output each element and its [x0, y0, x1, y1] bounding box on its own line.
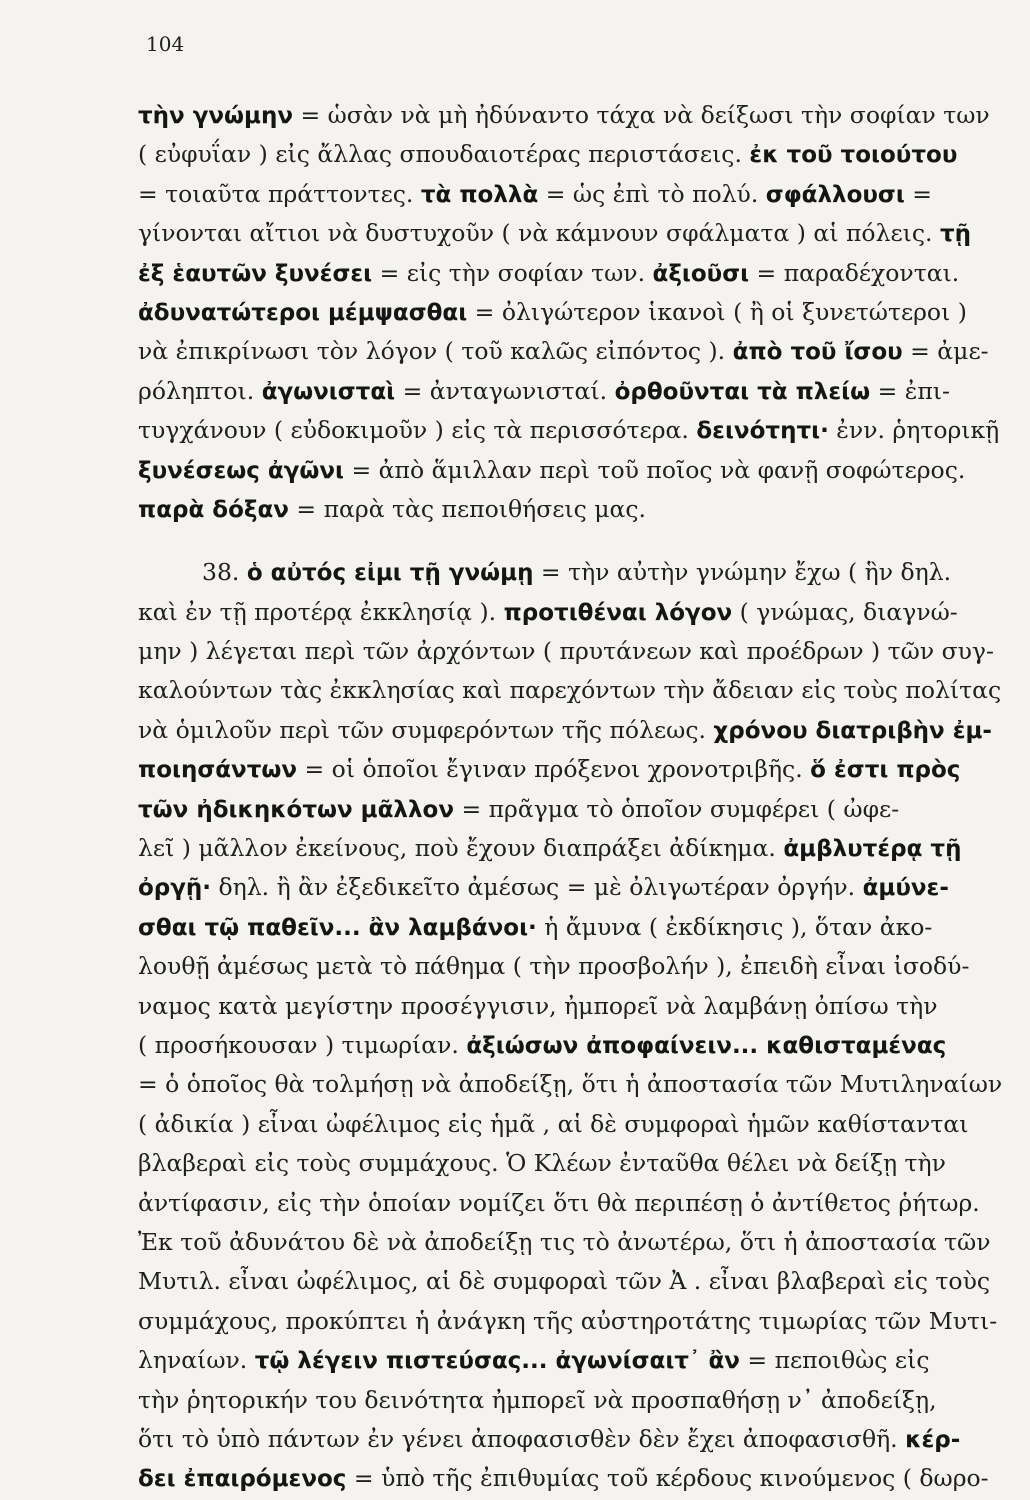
gloss-text: Μυτιλ. εἶναι ὠφέλιμος, αἱ δὲ συμφοραὶ τῶν Ἀ . εἶναι βλαβεραὶ εἰς τοὺς: [138, 1267, 991, 1296]
gloss-text: ρόληπτοι.: [138, 376, 262, 405]
bold-term: σθαι τῷ παθεῖν... ἂν λαμβάνοι·: [138, 914, 537, 941]
text-line: [138, 1026, 1018, 1065]
page-number: 104: [146, 32, 185, 56]
gloss-text: τυγχάνουν ( εὐδοκιμοῦν ) εἰς τὰ περισσότερα.: [138, 416, 697, 445]
text-line: [138, 96, 1018, 135]
gloss-text: ληναίων.: [138, 1346, 255, 1375]
page-body: [138, 96, 1018, 1499]
text-line: [138, 451, 1018, 490]
gloss-text: = εἰς τὴν σοφίαν των.: [372, 258, 653, 287]
gloss-text: δηλ. ἢ ἂν ἐξεδικεῖτο ἀμέσως = μὲ ὀλιγωτέραν ὀργήν.: [211, 873, 863, 902]
gloss-text: = παραδέχονται.: [749, 258, 960, 287]
text-line: [138, 593, 1018, 632]
gloss-text: ἀντίφασιν, εἰς τὴν ὁποίαν νομίζει ὅτι θὰ περιπέσῃ ὁ ἀντίθετος ῥήτωρ.: [138, 1188, 980, 1217]
text-line: [138, 1065, 1018, 1104]
bold-term: χρόνου διατριβὴν ἐμ-: [713, 717, 992, 744]
gloss-text: = ὡσὰν νὰ μὴ ἠδύναντο τάχα νὰ δείξωσι τὴν σοφίαν των: [293, 101, 990, 129]
paragraph-2: [138, 553, 1018, 1498]
gloss-text: βλαβεραὶ εἰς τοὺς συμμάχους. Ὁ Κλέων ἐνταῦθα θέλει νὰ δείξῃ τὴν: [138, 1149, 946, 1178]
gloss-text: ναμος κατὰ μεγίστην προσέγγισιν, ἠμπορεῖ νὰ λαμβάνῃ ὀπίσω τὴν: [138, 991, 938, 1020]
bold-term: τῶν ἠδικηκότων μᾶλλον: [138, 796, 454, 823]
gloss-text: = παρὰ τὰς πεποιθήσεις μας.: [288, 494, 647, 523]
text-line: [138, 293, 1018, 332]
text-line: [138, 1302, 1018, 1341]
text-line: [138, 790, 1018, 829]
text-line: [138, 908, 1018, 947]
gloss-text: ( ἀδικία ) εἶναι ὠφέλιμος εἰς ἡμᾶ , αἱ δὲ συμφοραὶ ἡμῶν καθίστανται: [138, 1109, 969, 1138]
bold-term: ὅ ἐστι πρὸς: [810, 757, 961, 784]
bold-term: ξυνέσεως ἀγῶνι: [138, 457, 345, 484]
text-line: [138, 411, 1018, 450]
text-line: [138, 175, 1018, 214]
text-line: [138, 829, 1018, 868]
gloss-text: μην ) λέγεται περὶ τῶν ἀρχόντων ( πρυτάνεων καὶ προέδρων ) τῶν συγ-: [138, 637, 994, 666]
gloss-text: ( εὐφυΐαν ) εἰς ἄλλας σπουδαιοτέρας περιστάσεις.: [138, 140, 750, 169]
gloss-text: = οἱ ὁποῖοι ἔγιναν πρόξενοι χρονοτριβῆς.: [297, 755, 811, 784]
gloss-text: ἡ ἄμυνα ( ἐκδίκησις ), ὅταν ἀκο-: [536, 912, 933, 941]
text-line: [138, 214, 1018, 253]
gloss-text: συμμάχους, προκύπτει ἡ ἀνάγκη τῆς αὐστηροτάτης τιμωρίας τῶν Μυτι-: [138, 1306, 998, 1335]
text-line: [138, 332, 1018, 371]
bold-term: ὀργῇ·: [138, 875, 212, 902]
text-line: [138, 868, 1018, 907]
text-line: [138, 711, 1018, 750]
bold-term: ἀγωνισταὶ: [261, 378, 396, 405]
gloss-text: 38.: [202, 558, 247, 587]
bold-term: ἀδυνατώτεροι μέμψασθαι: [138, 299, 468, 326]
text-line: [138, 1184, 1018, 1223]
bold-term: δει ἐπαιρόμενος: [138, 1466, 347, 1493]
gloss-text: = ἀπὸ ἅμιλλαν περὶ τοῦ ποῖος νὰ φανῇ σοφώτερος.: [344, 455, 966, 484]
bold-term: προτιθέναι λόγον: [503, 599, 733, 626]
gloss-text: = πρᾶγμα τὸ ὁποῖον συμφέρει ( ὠφε-: [453, 794, 900, 823]
gloss-text: = ὑπὸ τῆς ἐπιθυμίας τοῦ κέρδους κινούμενος ( δωρο-: [346, 1464, 989, 1493]
paragraph-1: [138, 96, 1018, 529]
gloss-text: = τοιαῦτα πράττοντες.: [138, 179, 421, 208]
text-line: [138, 1341, 1018, 1380]
bold-term: παρὰ δόξαν: [138, 496, 289, 523]
gloss-text: = τὴν αὐτὴν γνώμην ἔχω ( ἣν δηλ.: [533, 558, 952, 587]
gloss-text: καὶ ἐν τῇ προτέρᾳ ἐκκλησίᾳ ).: [138, 597, 504, 626]
gloss-text: λεῖ ) μᾶλλον ἐκείνους, ποὺ ἔχουν διαπράξει ἀδίκημα.: [138, 834, 784, 863]
text-line: [138, 1223, 1018, 1262]
text-line: [138, 1420, 1018, 1459]
bold-term: ἀπὸ τοῦ ἴσου: [732, 339, 903, 366]
gloss-text: = ὀλιγώτερον ἱκανοὶ ( ἢ οἱ ξυνετώτεροι ): [467, 297, 967, 326]
text-line: [138, 372, 1018, 411]
text-line: [138, 1105, 1018, 1144]
text-line: [138, 254, 1018, 293]
text-line: [138, 553, 1018, 592]
paragraph-gap: [138, 529, 1018, 553]
text-line: [138, 750, 1018, 789]
text-line: [138, 1262, 1018, 1301]
gloss-text: νὰ ὁμιλοῦν περὶ τῶν συμφερόντων τῆς πόλεως.: [138, 715, 714, 744]
bold-term: τῇ: [939, 221, 972, 248]
text-line: [138, 987, 1018, 1026]
text-line: [138, 671, 1018, 710]
gloss-text: = ἀμε-: [902, 337, 989, 366]
gloss-text: ( γνώμας, διαγνώ-: [732, 597, 958, 626]
bold-term: ἀξιώσων ἀποφαίνειν... καθισταμένας: [466, 1032, 947, 1059]
text-line: [138, 632, 1018, 671]
gloss-text: γίνονται αἴτιοι νὰ δυστυχοῦν ( νὰ κάμνουν σφάλματα ) αἱ πόλεις.: [138, 219, 940, 248]
text-line: [138, 135, 1018, 174]
text-line: [138, 1381, 1018, 1420]
bold-term: κέρ-: [905, 1426, 961, 1453]
gloss-text: =: [904, 179, 932, 208]
gloss-text: = πεποιθὼς εἰς: [739, 1346, 930, 1375]
text-line: [138, 490, 1018, 529]
bold-term: δεινότητι·: [696, 418, 829, 445]
bold-term: ἐξ ἑαυτῶν ξυνέσει: [138, 260, 373, 287]
bold-term: τὰ πολλὰ: [420, 181, 539, 208]
gloss-text: τὴν ῥητορικήν του δεινότητα ἠμπορεῖ νὰ προσπαθήσῃ ν᾽ ἀποδείξῃ,: [138, 1385, 937, 1414]
gloss-text: λουθῇ ἀμέσως μετὰ τὸ πάθημα ( τὴν προσβολήν ), ἐπειδὴ εἶναι ἰσοδύ-: [138, 952, 970, 981]
gloss-text: = ὡς ἐπὶ τὸ πολύ.: [538, 179, 766, 208]
bold-term: ἐκ τοῦ τοιούτου: [749, 142, 958, 169]
gloss-text: Ἐκ τοῦ ἀδυνάτου δὲ νὰ ἀποδείξῃ τις τὸ ἀνωτέρω, ὅτι ἡ ἀποστασία τῶν: [138, 1227, 991, 1256]
gloss-text: ἐνν. ῥητορικῇ: [828, 416, 1000, 445]
gloss-text: ( προσήκουσαν ) τιμωρίαν.: [138, 1030, 467, 1059]
gloss-text: = ὁ ὁποῖος θὰ τολμήσῃ νὰ ἀποδείξῃ, ὅτι ἡ ἀποστασία τῶν Μυτιληναίων: [138, 1070, 1003, 1099]
gloss-text: καλούντων τὰς ἐκκλησίας καὶ παρεχόντων τὴν ἄδειαν εἰς τοὺς πολίτας: [138, 676, 1002, 705]
text-line: [138, 1459, 1018, 1498]
bold-term: τὴν γνώμην: [138, 103, 294, 129]
bold-term: ποιησάντων: [138, 757, 298, 784]
bold-term: τῷ λέγειν πιστεύσας... ἀγωνίσαιτ᾽ ἂν: [254, 1348, 740, 1375]
bold-term: ἀμβλυτέρᾳ τῇ: [783, 836, 962, 863]
text-line: [138, 947, 1018, 986]
bold-term: ἀξιοῦσι: [652, 260, 750, 287]
gloss-text: νὰ ἐπικρίνωσι τὸν λόγον ( τοῦ καλῶς εἰπόντος ).: [138, 337, 733, 366]
bold-term: σφάλλουσι: [765, 181, 905, 208]
bold-term: ὀρθοῦνται τὰ πλείω: [614, 378, 871, 405]
gloss-text: ὅτι τὸ ὑπὸ πάντων ἐν γένει ἀποφασισθὲν δὲν ἔχει ἀποφασισθῆ.: [138, 1424, 906, 1453]
gloss-text: = ἐπι-: [870, 376, 950, 405]
gloss-text: = ἀνταγωνισταί.: [395, 376, 615, 405]
text-line: [138, 1144, 1018, 1183]
bold-term: ὁ αὐτός εἰμι τῇ γνώμῃ: [246, 560, 534, 587]
bold-term: ἀμύνε-: [862, 875, 949, 902]
